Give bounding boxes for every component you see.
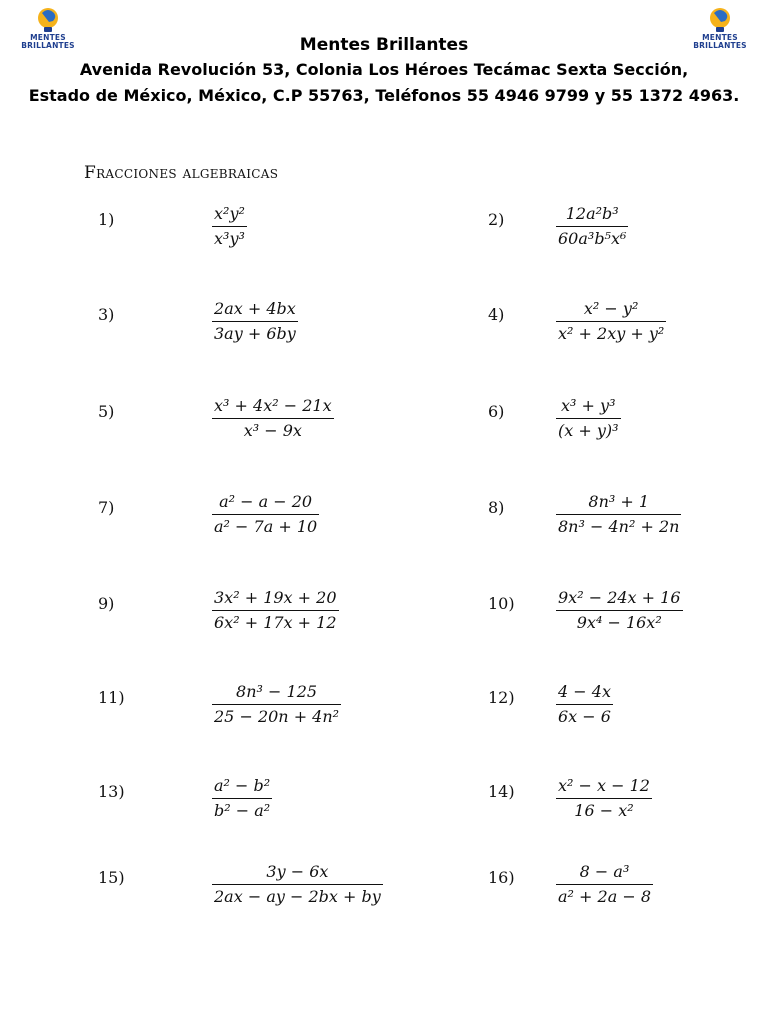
fraction xyxy=(556,396,621,440)
fraction-numerator: 2ax + 4bx xyxy=(214,299,296,318)
exercise-item xyxy=(0,396,768,462)
fraction-denominator: b² − a² xyxy=(214,801,271,820)
fraction-denominator: 2ax − ay − 2bx + by xyxy=(214,887,381,906)
fraction-numerator: x³ + y³ xyxy=(561,396,616,415)
exercise-number: 2) xyxy=(488,210,505,229)
fraction-numerator: 8n³ − 125 xyxy=(236,682,318,701)
exercise-number: 11) xyxy=(98,688,125,707)
fraction-denominator: x³y³ xyxy=(214,229,245,248)
fraction xyxy=(556,299,666,343)
fraction-numerator: 8 − a³ xyxy=(579,862,630,881)
exercise-item xyxy=(0,776,768,842)
fraction-denominator: 16 − x² xyxy=(574,801,634,820)
fraction-denominator: 9x⁴ − 16x² xyxy=(576,613,662,632)
fraction-numerator: x² − y² xyxy=(583,299,639,318)
fraction-numerator: a² − b² xyxy=(214,776,271,795)
fraction-denominator: 60a³b⁵x⁶ xyxy=(558,229,627,248)
exercise-number: 16) xyxy=(488,868,515,887)
fraction-numerator: a² − a − 20 xyxy=(219,492,313,511)
exercise-item xyxy=(0,862,768,928)
fraction-denominator: 6x − 6 xyxy=(558,707,611,726)
fraction-numerator: 8n³ + 1 xyxy=(588,492,650,511)
fraction-denominator: 8n³ − 4n² + 2n xyxy=(558,517,680,536)
page-header xyxy=(0,33,768,109)
fraction-numerator: x²y² xyxy=(214,204,245,223)
exercise-item xyxy=(0,299,768,365)
fraction-denominator: 6x² + 17x + 12 xyxy=(214,613,337,632)
fraction-denominator: 3ay + 6by xyxy=(214,324,296,343)
exercise-item xyxy=(0,588,768,654)
exercise-number: 9) xyxy=(98,594,115,613)
exercise-number: 12) xyxy=(488,688,515,707)
institution-name: Mentes Brillantes xyxy=(299,35,469,55)
fraction-denominator: a² − 7a + 10 xyxy=(214,517,318,536)
exercise-number: 5) xyxy=(98,402,115,421)
logo-text: MENTES BRILLANTES xyxy=(693,33,747,50)
fraction-numerator: x³ + 4x² − 21x xyxy=(214,396,332,415)
fraction-numerator: 12a²b³ xyxy=(565,204,619,223)
fraction-numerator: 3y − 6x xyxy=(266,862,329,881)
fraction xyxy=(556,682,613,726)
exercise-number: 6) xyxy=(488,402,505,421)
exercise-item xyxy=(0,204,768,270)
exercise-number: 1) xyxy=(98,210,115,229)
lightbulb-brain-icon xyxy=(690,6,750,36)
address-line-1: Avenida Revolución 53, Colonia Los Héroes Tecámac Sexta Sección, xyxy=(79,60,689,79)
exercise-number: 4) xyxy=(488,305,505,324)
fraction xyxy=(556,204,628,248)
fraction-denominator: (x + y)³ xyxy=(558,421,619,440)
fraction-numerator: 3x² + 19x + 20 xyxy=(214,588,337,607)
exercise-number: 14) xyxy=(488,782,515,801)
fraction-denominator: x² + 2xy + y² xyxy=(558,324,665,343)
fraction xyxy=(556,492,681,536)
fraction xyxy=(556,862,653,906)
fraction xyxy=(556,588,683,632)
exercise-number: 13) xyxy=(98,782,125,801)
exercise-number: 10) xyxy=(488,594,515,613)
exercise-item xyxy=(0,492,768,558)
fraction-denominator: 25 − 20n + 4n² xyxy=(214,707,340,726)
fraction-denominator: x³ − 9x xyxy=(243,421,302,440)
exercise-number: 15) xyxy=(98,868,125,887)
exercise-number: 7) xyxy=(98,498,115,517)
exercise-number: 3) xyxy=(98,305,115,324)
fraction-numerator: 4 − 4x xyxy=(558,682,611,701)
address-line-2: Estado de México, México, C.P 55763, Teléfonos 55 4946 9799 y 55 1372 4963. xyxy=(28,86,740,105)
lightbulb-brain-icon xyxy=(18,6,78,36)
fraction-denominator: a² + 2a − 8 xyxy=(558,887,652,906)
fraction-numerator: 9x² − 24x + 16 xyxy=(558,588,681,607)
exercise-number: 8) xyxy=(488,498,505,517)
exercise-item xyxy=(0,682,768,748)
fraction xyxy=(556,776,652,820)
logo-text: MENTES BRILLANTES xyxy=(21,33,75,50)
fraction-numerator: x² − x − 12 xyxy=(558,776,650,795)
section-title: Fracciones algebraicas xyxy=(84,163,279,183)
